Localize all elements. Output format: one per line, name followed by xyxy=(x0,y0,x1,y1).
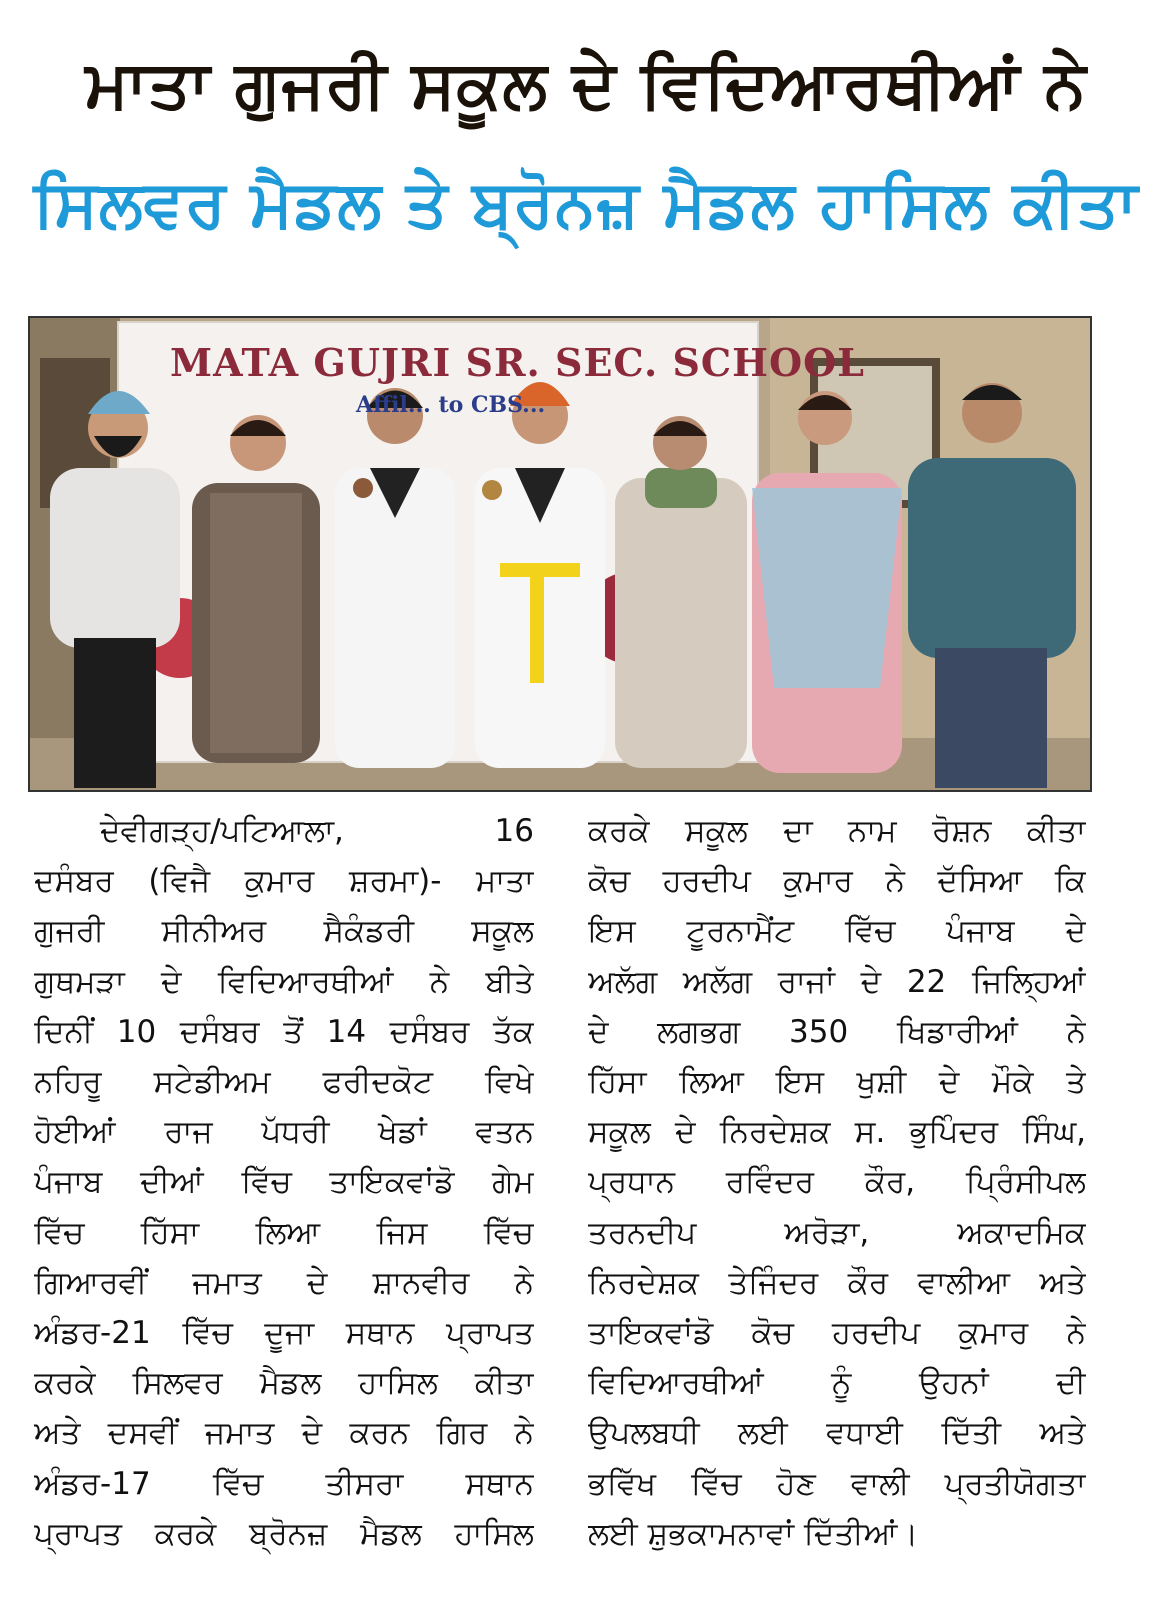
article-line: ਕਰਕੇ ਸਿਲਵਰ ਮੈਡਲ ਹਾਸਿਲ ਕੀਤਾ xyxy=(34,1365,534,1402)
headline-line-1: ਮਾਤਾ ਗੁਜਰੀ ਸਕੂਲ ਦੇ ਵਿਦਿਆਰਥੀਆਂ ਨੇ xyxy=(85,46,1087,123)
article-column-1 xyxy=(34,806,534,1559)
article-line: ਦਿਨੀਂ 10 ਦਸੰਬਰ ਤੋਂ 14 ਦਸੰਬਰ ਤੱਕ xyxy=(34,1013,534,1050)
column-2-text xyxy=(588,806,1086,1559)
dateline-day: 16 xyxy=(494,813,534,849)
article-line: ਅੰਡਰ-21 ਵਿੱਚ ਦੂਜਾ ਸਥਾਨ ਪ੍ਰਾਪਤ xyxy=(34,1315,534,1352)
group-photo-illustration xyxy=(30,318,1090,790)
column-1-text xyxy=(34,856,534,1559)
article-line: ਅਲੱਗ ਅਲੱਗ ਰਾਜਾਂ ਦੇ 22 ਜਿਲ੍ਹਿਆਂ xyxy=(588,963,1086,1000)
article-line: ਲਈ ਸ਼ੁਭਕਾਮਨਾਵਾਂ ਦਿੱਤੀਆਂ। xyxy=(588,1515,919,1552)
headline-line-2: ਸਿਲਵਰ ਮੈਡਲ ਤੇ ਬ੍ਰੋਨਜ਼ ਮੈਡਲ ਹਾਸਿਲ ਕੀਤਾ xyxy=(33,167,1139,242)
article-line: ਗੁਜਰੀ ਸੀਨੀਅਰ ਸੈਕੰਡਰੀ ਸਕੂਲ xyxy=(34,913,534,950)
article-line: ਕਰਕੇ ਸਕੂਲ ਦਾ ਨਾਮ ਰੋਸ਼ਨ ਕੀਤਾ xyxy=(588,813,1086,849)
article-line: ਗਿਆਰਵੀਂ ਜਮਾਤ ਦੇ ਸ਼ਾਨਵੀਰ ਨੇ xyxy=(34,1264,534,1301)
school-banner-title: MATA GUJRI SR. SEC. SCHOOL xyxy=(170,340,865,385)
article-line: ਨਹਿਰੂ ਸਟੇਡੀਅਮ ਫਰੀਦਕੋਟ ਵਿਖੇ xyxy=(34,1064,534,1101)
article-line: ਹਿੱਸਾ ਲਿਆ ਇਸ ਖੁਸ਼ੀ ਦੇ ਮੌਕੇ ਤੇ xyxy=(588,1064,1086,1101)
article-line: ਨਿਰਦੇਸ਼ਕ ਤੇਜਿੰਦਰ ਕੌਰ ਵਾਲੀਆ ਅਤੇ xyxy=(588,1264,1086,1301)
article-line: ਅੰਡਰ-17 ਵਿੱਚ ਤੀਸਰਾ ਸਥਾਨ xyxy=(34,1465,534,1502)
article-line: ਹੋਈਆਂ ਰਾਜ ਪੱਧਰੀ ਖੇਡਾਂ ਵਤਨ xyxy=(34,1114,534,1151)
article-line: ਵਿੱਚ ਹਿੱਸਾ ਲਿਆ ਜਿਸ ਵਿੱਚ xyxy=(34,1214,534,1251)
school-banner-affiliation: Affil... to CBS... xyxy=(356,392,546,418)
article-line: ਇਸ ਟੂਰਨਾਮੈਂਟ ਵਿੱਚ ਪੰਜਾਬ ਦੇ xyxy=(588,913,1086,950)
article-column-2 xyxy=(588,806,1086,1559)
article-line: ਵਿਦਿਆਰਥੀਆਂ ਨੂੰ ਉਹਨਾਂ ਦੀ xyxy=(588,1365,1086,1402)
article-line: ਤਾਇਕਵਾਂਡੋ ਕੋਚ ਹਰਦੀਪ ਕੁਮਾਰ ਨੇ xyxy=(588,1315,1086,1352)
dateline xyxy=(34,806,534,856)
article-line: ਦਸੰਬਰ (ਵਿਜੈ ਕੁਮਾਰ ਸ਼ਰਮਾ)- ਮਾਤਾ xyxy=(34,863,534,900)
article-line: ਭਵਿੱਖ ਵਿੱਚ ਹੋਣ ਵਾਲੀ ਪ੍ਰਤੀਯੋਗਤਾ xyxy=(588,1465,1086,1502)
article-line: ਪੰਜਾਬ ਦੀਆਂ ਵਿੱਚ ਤਾਇਕਵਾਂਡੋ ਗੇਮ xyxy=(34,1164,534,1201)
article-line: ਉਪਲਬਧੀ ਲਈ ਵਧਾਈ ਦਿੱਤੀ ਅਤੇ xyxy=(588,1415,1086,1452)
article-line: ਦੇ ਲਗਭਗ 350 ਖਿਡਾਰੀਆਂ ਨੇ xyxy=(588,1013,1086,1050)
article-line: ਪ੍ਰਧਾਨ ਰਵਿੰਦਰ ਕੌਰ, ਪ੍ਰਿੰਸੀਪਲ xyxy=(588,1164,1086,1201)
article-line: ਸਕੂਲ ਦੇ ਨਿਰਦੇਸ਼ਕ ਸ. ਭੁਪਿੰਦਰ ਸਿੰਘ, xyxy=(588,1114,1086,1151)
news-photo xyxy=(28,316,1092,792)
article-line: ਤਰਨਦੀਪ ਅਰੋੜਾ, ਅਕਾਦਮਿਕ xyxy=(588,1214,1086,1251)
article-line: ਗੁਥਮੜਾ ਦੇ ਵਿਦਿਆਰਥੀਆਂ ਨੇ ਬੀਤੇ xyxy=(34,963,534,1000)
dateline-place: ਦੇਵੀਗੜ੍ਹ/ਪਟਿਆਲਾ, xyxy=(100,813,344,849)
article-line: ਕੋਚ ਹਰਦੀਪ ਕੁਮਾਰ ਨੇ ਦੱਸਿਆ ਕਿ xyxy=(588,863,1086,900)
article-line: ਪ੍ਰਾਪਤ ਕਰਕੇ ਬ੍ਰੋਨਜ਼ ਮੈਡਲ ਹਾਸਿਲ xyxy=(34,1515,534,1552)
article-line: ਅਤੇ ਦਸਵੀਂ ਜਮਾਤ ਦੇ ਕਰਨ ਗਿਰ ਨੇ xyxy=(34,1415,534,1452)
